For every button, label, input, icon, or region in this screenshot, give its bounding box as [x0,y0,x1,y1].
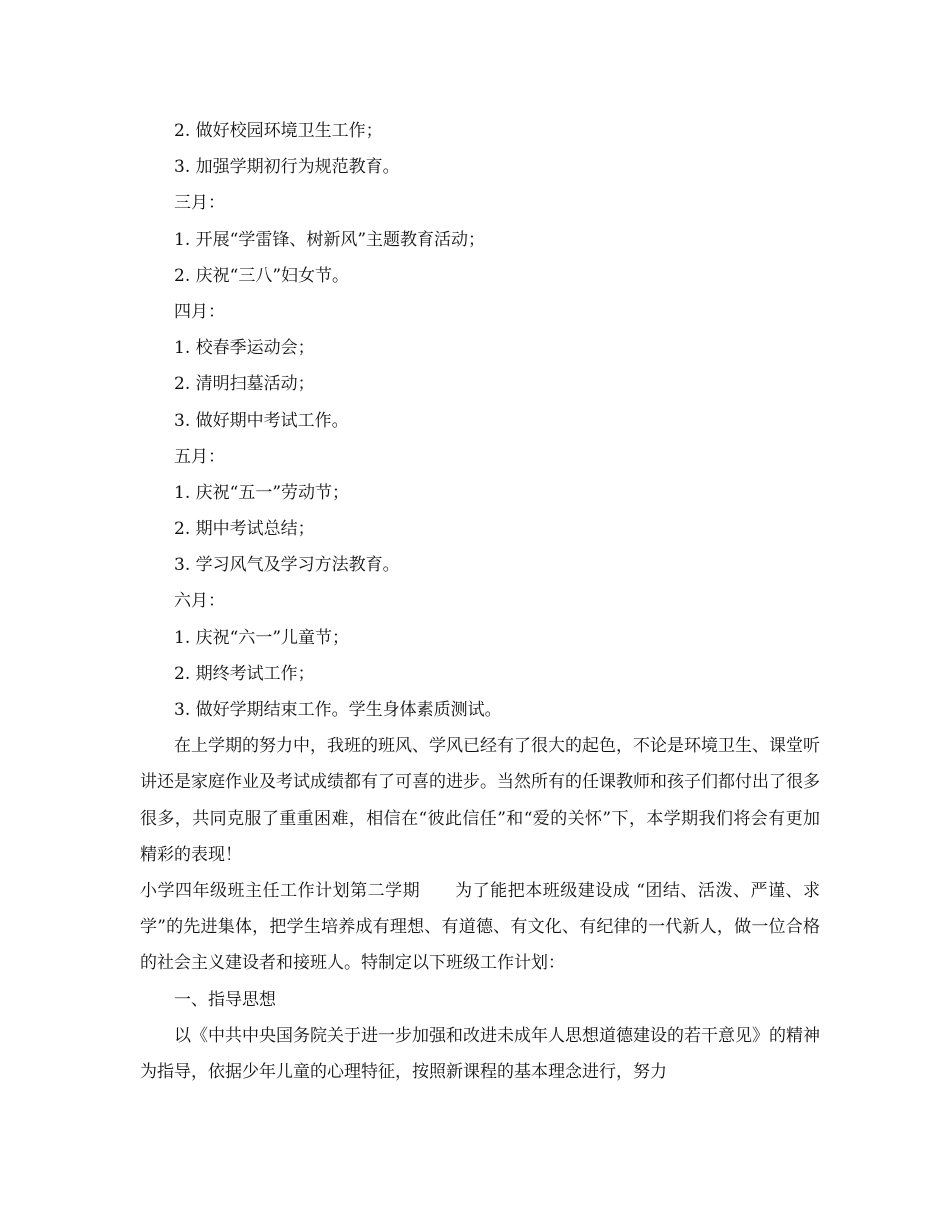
summary-paragraph: 在上学期的努力中，我班的班风、学风已经有了很大的起色，不论是环境卫生、课堂听讲还是家庭作业及考试成绩都有了可喜的进步。当然所有的任课教师和孩子们都付出了很多很多，共同克服了重重困难，相信在“彼此信任”和“爱的关怀”下，本学期我们将会有更加精彩的表现！ [140,736,820,865]
plan-item: 2. 做好校园环境卫生工作； [174,121,383,141]
section-heading: 一、指导思想 [174,989,276,1010]
plan-item: 1. 校春季运动会； [174,338,315,359]
plan-item: 1. 开展“学雷锋、树新风”主题教育活动； [174,229,486,250]
month-heading: 六月： [174,591,225,612]
plan-item: 2. 清明扫墓活动； [174,374,315,395]
plan-item: 1. 庆祝“六一”儿童节； [174,627,350,648]
plan-item: 2. 期终考试工作； [174,663,315,684]
plan-item: 2. 庆祝“三八”妇女节。 [174,265,350,286]
document-body [140,113,820,1090]
plan-item: 2. 期中考试总结； [174,519,315,540]
plan-item: 3. 加强学期初行为规范教育。 [174,157,400,178]
plan-item: 1. 庆祝“五一”劳动节； [174,482,350,503]
plan-item: 3. 学习风气及学习方法教育。 [174,555,400,576]
month-heading: 四月： [174,301,225,322]
plan-item: 3. 做好期中考试工作。 [174,410,349,431]
plan-item: 3. 做好学期结束工作。学生身体素质测试。 [174,700,502,720]
month-heading: 五月： [174,446,225,467]
second-plan-paragraph: 小学四年级班主任工作计划第二学期 为了能把本班级建设成 “团结、活泼、严谨、求学”的先进集体，把学生培养成有理想、有道德、有文化、有纪律的一代新人，做一位合格的社会主义建设者和接班人。特制定以下班级工作计划： [140,881,820,974]
month-heading: 三月： [174,193,225,214]
guiding-paragraph: 以《中共中央国务院关于进一步加强和改进未成年人思想道德建设的若干意见》的精神为指导，依据少年儿童的心理特征，按照新课程的基本理念进行，努力 [140,1025,820,1082]
